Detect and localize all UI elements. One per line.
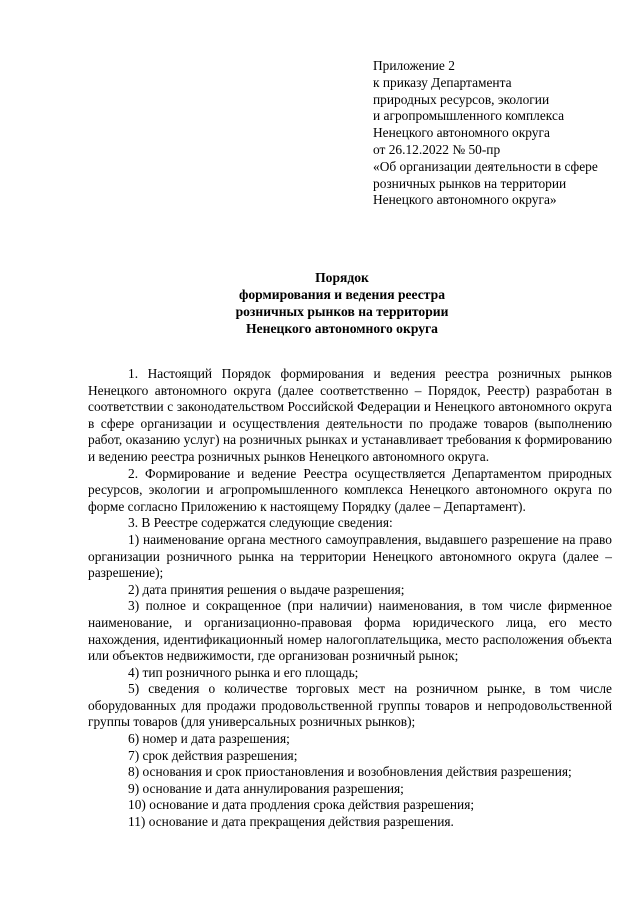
title-line: формирования и ведения реестра — [238, 287, 445, 302]
list-item: 3) полное и сокращенное (при наличии) наименования, в том числе фирменное наименование, и организационно-правовая форма юридического лица, его место нахождения, идентификационный номер налогоплательщика, место расположения объекта или объектов недвижимости, где организован розничный рынок; — [88, 598, 612, 664]
list-item: 4) тип розничного рынка и его площадь; — [128, 664, 359, 680]
list-item: 11) основание и дата прекращения действия разрешения. — [128, 814, 454, 830]
appendix-line: к приказу Департамента — [373, 74, 512, 90]
appendix-line: природных ресурсов, экологии — [373, 91, 550, 107]
document-body — [88, 366, 612, 831]
list-item: 9) основание и дата аннулирования разрешения; — [128, 780, 404, 796]
list-item: 8) основания и срок приостановления и возобновления действия разрешения; — [128, 764, 572, 780]
paragraph: 1. Настоящий Порядок формирования и ведения реестра розничных рынков Ненецкого автономного округа (далее соответственно – Порядок, Реестр) разработан в соответствии с законодательством Российской Федерации и Ненецкого автономного округа в сфере организации и осуществления деятельности по продаже товаров (выполнению работ, оказанию услуг) на розничных рынках и устанавливает требования к формированию и ведению реестра розничных рынков Ненецкого автономного округа. — [88, 366, 612, 464]
list-item: 1) наименование органа местного самоуправления, выдавшего разрешение на право организации розничного рынка на территории Ненецкого автономного округа (далее – разрешение); — [88, 531, 612, 581]
paragraph: 3. В Реестре содержатся следующие сведения: — [128, 515, 393, 531]
list-item: 2) дата принятия решения о выдаче разрешения; — [128, 581, 405, 597]
appendix-line: Ненецкого автономного округа — [373, 125, 550, 141]
document-title — [0, 269, 640, 337]
appendix-line: от 26.12.2022 № 50-пр — [373, 141, 501, 157]
appendix-line: и агропромышленного комплекса — [373, 108, 565, 124]
title-line: розничных рынков на территории — [235, 304, 449, 319]
list-item: 5) сведения о количестве торговых мест на розничном рынке, в том числе оборудованных для продажи продовольственной группы товаров и непродовольственной группы товаров (для универсальных розничных рынков); — [88, 681, 612, 730]
appendix-line: Ненецкого автономного округа» — [373, 192, 557, 208]
appendix-header — [373, 58, 633, 209]
paragraph: 2. Формирование и ведение Реестра осуществляется Департаментом природных ресурсов, экологии и агропромышленного комплекса Ненецкого автономного округа по форме согласно Приложению к настоящему Порядку (далее – Департамент). — [88, 465, 612, 514]
list-item: 10) основание и дата продления срока действия разрешения; — [128, 797, 475, 813]
title-line: Порядок — [315, 270, 369, 285]
list-item: 7) срок действия разрешения; — [128, 747, 298, 763]
appendix-line: Приложение 2 — [373, 58, 455, 73]
list-item: 6) номер и дата разрешения; — [128, 731, 290, 747]
appendix-line: розничных рынков на территории — [373, 175, 567, 191]
appendix-line: «Об организации деятельности в сфере — [373, 158, 598, 174]
title-line: Ненецкого автономного округа — [246, 321, 438, 336]
